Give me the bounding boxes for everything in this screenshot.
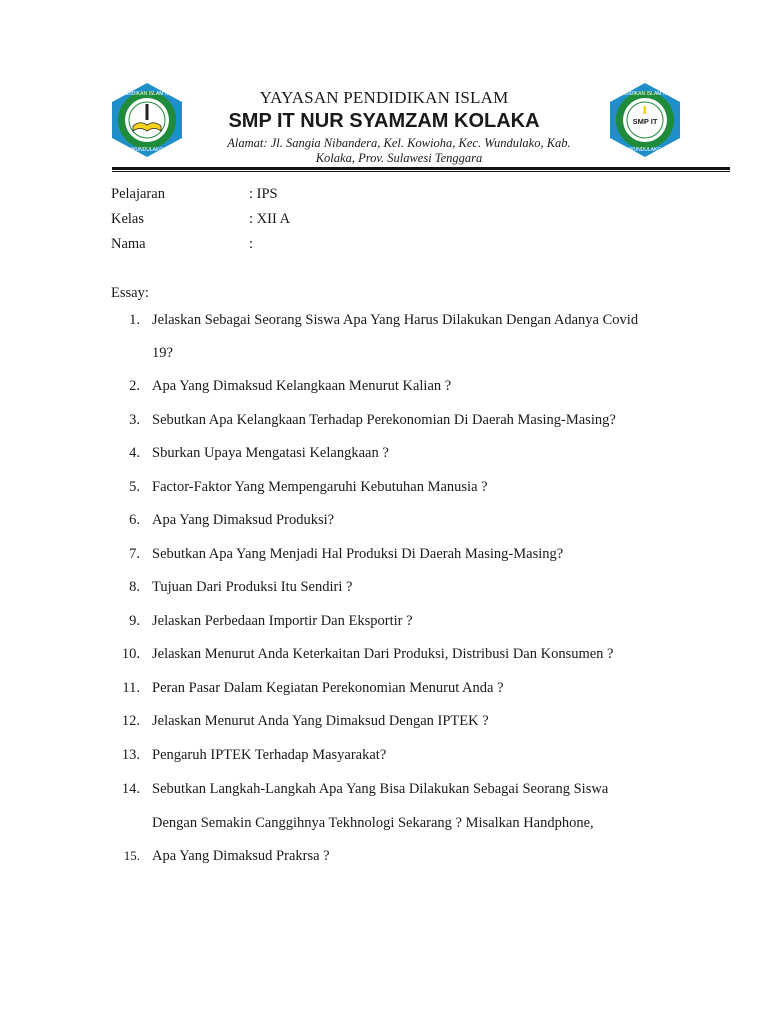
header-divider-thick (112, 167, 730, 170)
question-number: 9. (129, 613, 140, 629)
question-text: 19? (152, 345, 173, 361)
question-number: 7. (129, 546, 140, 562)
question-number: 15. (123, 848, 140, 863)
header-divider-thin (112, 171, 730, 172)
question-text: Apa Yang Dimaksud Produksi? (152, 512, 335, 528)
question-number: 14. (121, 781, 140, 797)
logo-bottom-text: WUNDULAKO (628, 147, 662, 153)
question-text: Jelaskan Menurut Anda Yang Dimaksud Dengan IPTEK ? (152, 713, 489, 729)
subject-label: Pelajaran (111, 186, 165, 202)
address-line-1: Alamat: Jl. Sangia Nibandera, Kel. Kowioha, Kec. Wundulako, Kab. (227, 136, 571, 150)
question-text: Apa Yang Dimaksud Prakrsa ? (152, 848, 330, 864)
question-number: 12. (121, 713, 140, 729)
question-text: Pengaruh IPTEK Terhadap Masyarakat? (152, 747, 387, 763)
question-text: Dengan Semakin Canggihnya Tekhnologi Sekarang ? Misalkan Handphone, (152, 815, 594, 831)
question-number: 2. (129, 378, 140, 394)
info-row-subject (111, 185, 511, 210)
address-line-2: Kolaka, Prov. Sulawesi Tenggara (315, 151, 483, 165)
question-number: 6. (129, 512, 140, 528)
question-number: 13. (121, 747, 140, 763)
question-text: Apa Yang Dimaksud Kelangkaan Menurut Kalian ? (152, 378, 452, 394)
question-number: 8. (129, 579, 140, 595)
logo-bottom-text: WUNDULAKO (130, 147, 164, 153)
question-text: Tujuan Dari Produksi Itu Sendiri ? (152, 579, 353, 595)
class-value: : XII A (249, 211, 291, 227)
question-text: Peran Pasar Dalam Kegiatan Perekonomian Menurut Anda ? (152, 680, 504, 696)
logo-ring-text: YAYASAN PENDIDIKAN ISLAM NUR SYAMZAM (590, 91, 700, 97)
question-text: Sebutkan Apa Kelangkaan Terhadap Perekonomian Di Daerah Masing-Masing? (152, 412, 616, 428)
question-number: 3. (129, 412, 140, 428)
name-value: : (249, 236, 254, 252)
question-text: Sebutkan Apa Yang Menjadi Hal Produksi Di Daerah Masing-Masing? (152, 546, 564, 562)
question-number: 11. (122, 680, 140, 696)
essay-heading: Essay: (111, 285, 149, 301)
question-text: Jelaskan Menurut Anda Keterkaitan Dari Produksi, Distribusi Dan Konsumen ? (152, 646, 614, 662)
question-number: 10. (121, 646, 140, 662)
class-label: Kelas (111, 211, 145, 227)
logo-ring-text: YAYASAN PENDIDIKAN ISLAM NUR SYAMZAM (92, 91, 202, 97)
school-name: SMP IT NUR SYAMZAM KOLAKA (228, 110, 540, 132)
school-address (214, 136, 584, 166)
logo-center-text: SMP IT (632, 117, 658, 126)
name-label: Nama (111, 236, 146, 252)
question-text: Factor-Faktor Yang Mempengaruhi Kebutuhan Manusia ? (152, 479, 488, 495)
question-number: 5. (129, 479, 140, 495)
foundation-name: YAYASAN PENDIDIKAN ISLAM (259, 88, 509, 107)
question-text: Jelaskan Sebagai Seorang Siswa Apa Yang Harus Dilakukan Dengan Adanya Covid (152, 312, 639, 328)
question-text: Sburkan Upaya Mengatasi Kelangkaan ? (152, 445, 389, 461)
question-number: 4. (129, 445, 140, 461)
student-info (111, 185, 511, 260)
question-number: 1. (129, 312, 140, 328)
question-text: Jelaskan Perbedaan Importir Dan Eksportir ? (152, 613, 413, 629)
subject-value: : IPS (249, 186, 278, 202)
question-text: Sebutkan Langkah-Langkah Apa Yang Bisa Dilakukan Sebagai Seorang Siswa (152, 781, 609, 797)
info-row-class (111, 210, 511, 235)
info-row-name (111, 235, 511, 260)
